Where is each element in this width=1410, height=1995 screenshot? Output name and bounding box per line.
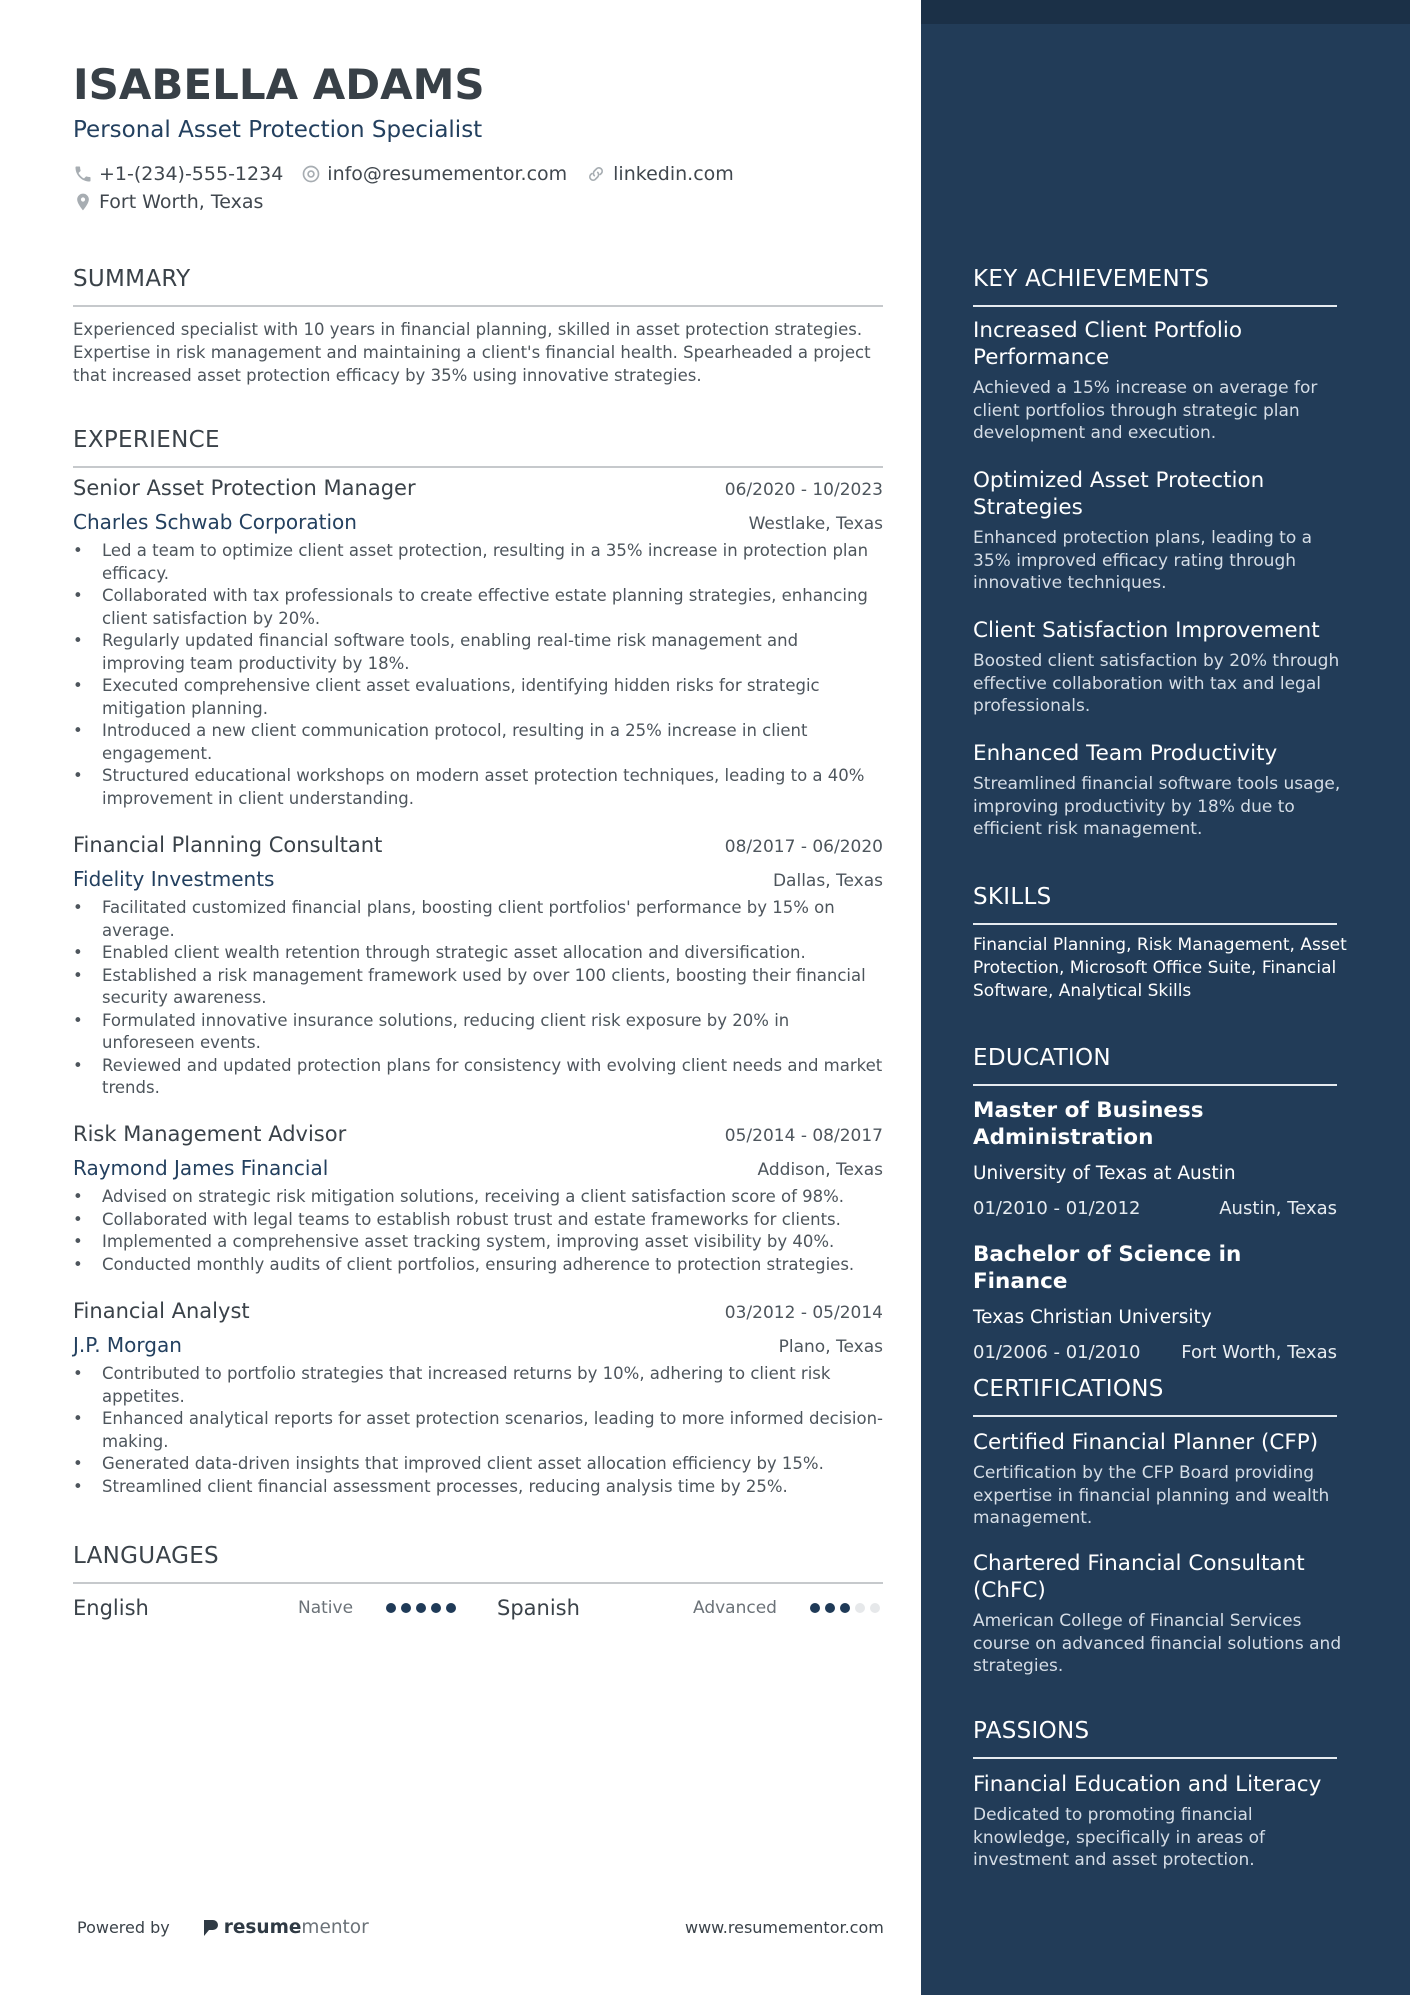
job-bullet: • Implemented a comprehensive asset tracking system, improving asset visibility by 40%.: [73, 1231, 883, 1254]
language-name: English: [73, 1596, 149, 1620]
education-location: Fort Worth, Texas: [1181, 1342, 1337, 1363]
language-item: [73, 1592, 149, 1624]
certifications-title: CERTIFICATIONS: [973, 1376, 1164, 1402]
contact-info: [73, 160, 752, 216]
rating-dot-filled: [810, 1603, 820, 1613]
summary-title: SUMMARY: [73, 266, 191, 292]
achievement-desc: Enhanced protection plans, leading to a 35% improved efficacy rating through innovative techniques.: [973, 528, 1313, 593]
education-dates: 01/2010 - 01/2012: [973, 1198, 1141, 1219]
sidebar-top-band: [921, 0, 1410, 24]
experience-divider: [73, 466, 883, 468]
job-bullet: • Reviewed and updated protection plans for consistency with evolving client needs and market trends.: [73, 1055, 883, 1100]
job-bullet: • Enabled client wealth retention through strategic asset allocation and diversification.: [73, 942, 883, 965]
job-dates: 05/2014 - 08/2017: [724, 1126, 883, 1146]
language-rating: [810, 1592, 885, 1624]
rating-dot-filled: [431, 1603, 441, 1613]
passion-title: Financial Education and Literacy: [973, 1772, 1322, 1797]
job-location: Addison, Texas: [757, 1160, 883, 1180]
job-bullet: • Advised on strategic risk mitigation solutions, receiving a client satisfaction score of 98%.: [73, 1186, 883, 1209]
rating-dot-filled: [416, 1603, 426, 1613]
job-bullet: • Facilitated customized financial plans, boosting client portfolios' performance by 15% on average.: [73, 897, 883, 942]
achievement-title: Client Satisfaction Improvement: [973, 618, 1320, 643]
job-company: Fidelity Investments: [73, 867, 275, 891]
job-bullets: [73, 1363, 883, 1498]
languages-list: [73, 1592, 883, 1624]
job-location: Dallas, Texas: [772, 871, 883, 891]
summary-divider: [73, 305, 883, 307]
job-entry: [73, 833, 883, 1100]
job-bullet: • Collaborated with tax professionals to create effective estate planning strategies, enhancing client satisfaction by 20%.: [73, 585, 883, 630]
location-pin-icon: [73, 191, 93, 213]
brand-mark-icon: [202, 1918, 220, 1938]
job-bullet: • Led a team to optimize client asset protection, resulting in a 35% increase in protection plan efficacy.: [73, 540, 883, 585]
job-bullet: • Contributed to portfolio strategies that increased returns by 10%, adhering to client risk appetites.: [73, 1363, 883, 1408]
language-level-wrap: [298, 1592, 353, 1624]
achievement-item: [973, 317, 1343, 445]
job-bullet: • Conducted monthly audits of client portfolios, ensuring adherence to protection strategies.: [73, 1254, 883, 1277]
sidebar: [921, 0, 1410, 1995]
certification-desc: Certification by the CFP Board providing expertise in financial planning and wealth management.: [973, 1463, 1330, 1528]
rating-dots: [386, 1603, 461, 1613]
education-location: Austin, Texas: [1219, 1198, 1337, 1219]
achievement-title: Enhanced Team Productivity: [973, 741, 1278, 766]
job-bullet: • Regularly updated financial software tools, enabling real-time risk management and improving team productivity by 18%.: [73, 630, 883, 675]
achievement-desc: Achieved a 15% increase on average for client portfolios through strategic plan development and execution.: [973, 378, 1318, 443]
job-company: J.P. Morgan: [73, 1333, 182, 1357]
job-company: Raymond James Financial: [73, 1156, 329, 1180]
rating-dot-filled: [401, 1603, 411, 1613]
achievement-desc: Streamlined financial software tools usage, improving productivity by 18% due to efficient risk management.: [973, 774, 1341, 839]
experience-title: EXPERIENCE: [73, 427, 220, 453]
languages-title: LANGUAGES: [73, 1543, 219, 1569]
language-rating: [386, 1592, 461, 1624]
rating-dots: [810, 1603, 885, 1613]
passion-desc: Dedicated to promoting financial knowledge, specifically in areas of investment and asset protection.: [973, 1805, 1265, 1870]
certification-desc: American College of Financial Services course on advanced financial solutions and strategies.: [973, 1611, 1342, 1676]
skills-text: Financial Planning, Risk Management, Asset Protection, Microsoft Office Suite, Financial Software, Analytical Skills: [973, 935, 1347, 1001]
education-school: University of Texas at Austin: [973, 1163, 1236, 1184]
rating-dot-filled: [386, 1603, 396, 1613]
job-bullet: • Established a risk management framework used by over 100 clients, boosting their financial security awareness.: [73, 965, 883, 1010]
job-bullet: • Structured educational workshops on modern asset protection techniques, leading to a 40% improvement in client understanding.: [73, 765, 883, 810]
job-dates: 03/2012 - 05/2014: [724, 1303, 883, 1323]
job-title: Financial Planning Consultant: [73, 833, 383, 857]
certification-title: Chartered Financial Consultant (ChFC): [973, 1551, 1305, 1603]
powered-by-text: Powered by: [77, 1918, 170, 1937]
achievement-item: [973, 740, 1343, 841]
education-title: EDUCATION: [973, 1045, 1111, 1071]
rating-dot-filled: [825, 1603, 835, 1613]
language-level: Advanced: [693, 1598, 777, 1618]
achievement-item: [973, 467, 1343, 595]
job-bullet: • Streamlined client financial assessment processes, reducing analysis time by 25%.: [73, 1476, 883, 1499]
at-icon: [301, 164, 321, 184]
footer-powered: [77, 1917, 369, 1938]
job-entry: [73, 1299, 883, 1498]
languages-divider: [73, 1582, 883, 1584]
language-level-wrap: [693, 1592, 777, 1624]
achievement-title: Optimized Asset Protection Strategies: [973, 468, 1265, 520]
job-bullet: • Executed comprehensive client asset evaluations, identifying hidden risks for strategic mitigation planning.: [73, 675, 883, 720]
language-level: Native: [298, 1598, 354, 1618]
candidate-name: ISABELLA ADAMS: [73, 60, 485, 109]
rating-dot-filled: [840, 1603, 850, 1613]
location-text: Fort Worth, Texas: [99, 191, 264, 213]
achievements-title: KEY ACHIEVEMENTS: [973, 266, 1210, 292]
education-dates: 01/2006 - 01/2010: [973, 1342, 1141, 1363]
footer-website[interactable]: www.resumementor.com: [685, 1918, 884, 1937]
education-degree: Master of Business Administration: [973, 1098, 1204, 1150]
contact-linkedin[interactable]: [585, 163, 734, 185]
skills-divider: [973, 923, 1337, 925]
education-item: [973, 1241, 1343, 1363]
contact-phone[interactable]: [73, 163, 283, 185]
achievement-desc: Boosted client satisfaction by 20% through effective collaboration with tax and legal professionals.: [973, 651, 1340, 716]
rating-dot-empty: [855, 1603, 865, 1613]
job-bullet: • Enhanced analytical reports for asset protection scenarios, leading to more informed decision-making.: [73, 1408, 883, 1453]
job-dates: 06/2020 - 10/2023: [724, 480, 883, 500]
job-dates: 08/2017 - 06/2020: [724, 837, 883, 857]
language-name: Spanish: [497, 1596, 580, 1620]
job-bullet: • Introduced a new client communication protocol, resulting in a 25% increase in client engagement.: [73, 720, 883, 765]
job-company: Charles Schwab Corporation: [73, 510, 357, 534]
certifications-divider: [973, 1415, 1337, 1417]
job-entry: [73, 476, 883, 810]
certification-item: [973, 1550, 1343, 1678]
brand-logo[interactable]: [202, 1917, 369, 1938]
education-school: Texas Christian University: [973, 1307, 1212, 1328]
education-item: [973, 1097, 1343, 1219]
brand-light: mentor: [301, 1917, 369, 1938]
passion-item: [973, 1771, 1343, 1872]
brand-bold: resume: [223, 1917, 302, 1938]
certification-item: [973, 1429, 1343, 1530]
job-bullet: • Collaborated with legal teams to establish robust trust and estate frameworks for clients.: [73, 1209, 883, 1232]
education-degree: Bachelor of Science in Finance: [973, 1242, 1242, 1294]
job-location: Plano, Texas: [778, 1337, 883, 1357]
candidate-role: Personal Asset Protection Specialist: [73, 117, 483, 143]
job-location: Westlake, Texas: [748, 514, 883, 534]
language-item: [497, 1592, 580, 1624]
job-title: Risk Management Advisor: [73, 1122, 347, 1146]
email-text: info@resumementor.com: [327, 163, 568, 185]
job-title: Senior Asset Protection Manager: [73, 476, 416, 500]
contact-location: [73, 191, 263, 213]
job-bullets: [73, 1186, 883, 1276]
job-title: Financial Analyst: [73, 1299, 250, 1323]
achievement-title: Increased Client Portfolio Performance: [973, 318, 1242, 370]
summary-text: Experienced specialist with 10 years in financial planning, skilled in asset protection strategies. Expertise in risk management and maintaining a client's financial health. Spearheaded a project that increased asset protection efficacy by 35% using innovative strategies.: [73, 320, 871, 385]
certification-title: Certified Financial Planner (CFP): [973, 1430, 1319, 1455]
phone-icon: [73, 164, 93, 184]
skills-title: SKILLS: [973, 884, 1052, 910]
job-bullet: • Generated data-driven insights that improved client asset allocation efficiency by 15%.: [73, 1453, 883, 1476]
job-bullets: [73, 897, 883, 1100]
job-entry: [73, 1122, 883, 1276]
rating-dot-filled: [446, 1603, 456, 1613]
contact-email[interactable]: [301, 163, 567, 185]
link-icon: [585, 164, 607, 184]
job-bullets: [73, 540, 883, 810]
achievement-item: [973, 617, 1343, 718]
achievements-divider: [973, 305, 1337, 307]
rating-dot-empty: [870, 1603, 880, 1613]
passions-divider: [973, 1757, 1337, 1759]
education-divider: [973, 1084, 1337, 1086]
phone-text: +1-(234)-555-1234: [99, 163, 284, 185]
job-bullet: • Formulated innovative insurance solutions, reducing client risk exposure by 20% in unforeseen events.: [73, 1010, 883, 1055]
passions-title: PASSIONS: [973, 1718, 1090, 1744]
linkedin-text: linkedin.com: [613, 163, 734, 185]
